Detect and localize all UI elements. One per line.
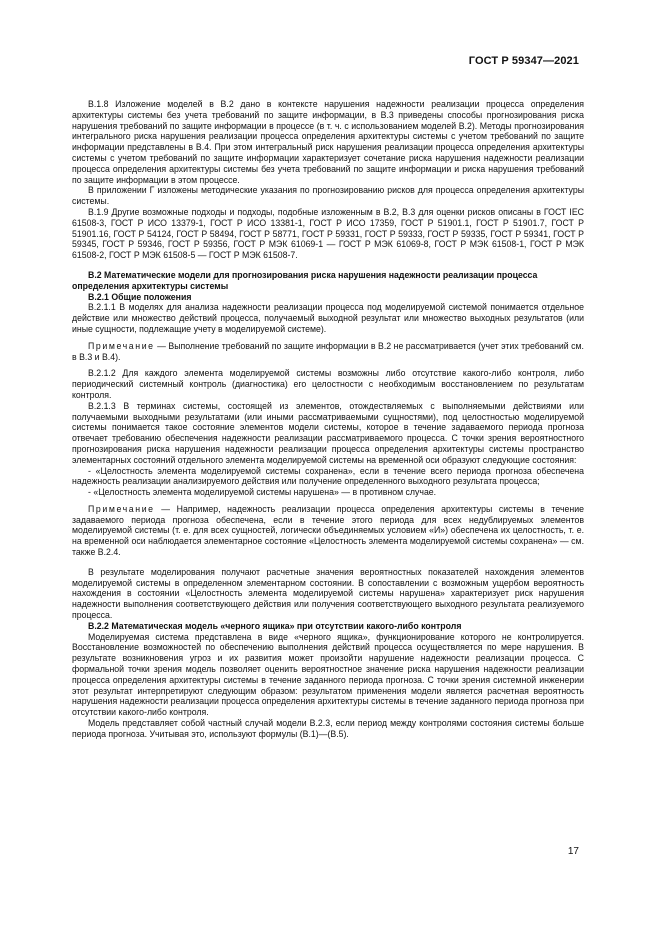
page-number: 17 <box>567 846 579 857</box>
list-item-integrity-violated: - «Целостность элемента моделируемой системы нарушена» — в противном случае. <box>88 487 437 498</box>
paragraph-b18: В.1.8 Изложение моделей в В.2 дано в контексте нарушения надежности реализации процесса определения архитектуры системы без учета требований по защите информации, в В.3 приведены способы прогнозирования риска нарушения требований по защите информации в процессе (в т. ч. с использованием моделей В.2). Методы прогнозирования интегрального риска нарушения реализации процесса определения архитектуры системы с учетом требований по защите информации представлены в В.4. При этом интегральный риск нарушения реализации процесса определения архитектуры системы с учетом требований по защите информации характеризует сочетание риска нарушения надежности реализации процесса определения архитектуры системы без учета требований по защите информации и риска нарушения требований по защите информации в этом процессе. <box>72 99 584 185</box>
subsection-heading-b21: В.2.1 Общие положения <box>88 291 192 302</box>
paragraph-black-box: Моделируемая система представлена в виде «черного ящика», функционирование которого не контролируется. Восстановление возможностей по обеспечению выполнения действий процесса осуществляется по мере нарушения. В результате возникновения угроз и их развития может произойти нарушение надежности реализации процесса. С формальной точки зрения модель позволяет оценить вероятностное значение риска нарушения надежности реализации процесса определения архитектуры системы в течение заданного периода прогноза. С точки зрения системной инженерии этот результат интерпретируют следующим образом: результатом применения модели является расчетная вероятность нарушения надежности реализации процесса определения архитектуры системы в течение заданного периода прогноза при отсутствии какого-либо контроля. <box>72 631 584 718</box>
document-body <box>72 99 584 740</box>
section-heading-b2: В.2 Математические модели для прогнозирования риска нарушения надежности реализации процесса определения архитектуры системы <box>72 269 538 291</box>
note-1-text: — Выполнение требований по защите информации в В.2 не рассматривается (учет этих требований см. в В.3 и В.4). <box>72 340 584 362</box>
note-2 <box>72 504 584 558</box>
paragraph-model-special-case: Модель представляет собой частный случай модели В.2.3, если период между контролями состояния системы больше периода прогноза. Учитывая это, используют формулы (В.1)—(В.5). <box>72 718 584 739</box>
list-item-integrity-preserved: - «Целостность элемента моделируемой системы сохранена», если в течение всего периода прогноза обеспечена надежность реализации анализируемого действия или получение определенного выходного результата процесса; <box>72 465 584 487</box>
note-1 <box>72 341 584 363</box>
subsection-heading-b22: В.2.2 Математическая модель «черного ящика» при отсутствии какого-либо контроля <box>88 620 462 631</box>
paragraph-modeling-result: В результате моделирования получают расчетные значения вероятностных показателей нахождения элементов моделируемой системы в определенном элементарном состоянии. В сопоставлении с возможным ущербом вероятность нахождения в состоянии «Целостность элемента моделируемой системы нарушена» характеризует риск нарушения надежности выполнения соответствующего действия или получения соответствующего выходного результата реализуемого процесса. <box>72 566 584 621</box>
paragraph-appendix-g: В приложении Г изложены методические указания по прогнозированию рисков для процесса определения архитектуры системы. <box>72 185 584 207</box>
note-2-text: — Например, надежность реализации процесса определения архитектуры системы в течение задаваемого периода прогноза обеспечена, если в течение этого периода для всех недублируемых элементов моделируемой системы (т. е. для всех сущностей, логически объединяемых условием «И») обеспечена их целостность, т. е. на временной оси наблюдается элементарное состояние «Целостность элемента моделируемой системы сохранена» — см. также В.2.4. <box>72 503 584 558</box>
paragraph-b213: В.2.1.3 В терминах системы, состоящей из элементов, отождествляемых с выполняемыми действиями или получаемыми выходными результатами (или иными рассматриваемыми сущностями), под целостностью моделируемой системы понимается такое состояние элементов модели системы, которое в течение задаваемого периода прогноза отвечает требованию обеспечения надежности реализации рассматриваемого процесса. С точки зрения вероятностного прогнозирования риска нарушения надежности реализации процесса определения архитектуры системы пространство элементарных состояний отдельного элемента моделируемой системы на временной оси образуют следующие состояния: <box>72 400 584 465</box>
paragraph-b211: В.2.1.1 В моделях для анализа надежности реализации процесса под моделируемой системой понимается отдельное действие или множество действий процесса, получаемый выходной результат или множество выходных результатов (или иные сущности, подлежащие учету в моделируемой системе). <box>72 302 584 334</box>
paragraph-b212: В.2.1.2 Для каждого элемента моделируемой системы возможны либо отсутствие какого-либо контроля, либо периодический системный контроль (диагностика) его целостности с необходимым восстановлением по результатам контроля. <box>72 368 584 400</box>
document-code-header: ГОСТ Р 59347—2021 <box>468 55 579 67</box>
paragraph-b19: В.1.9 Другие возможные подходы и подходы, подобные изложенным в В.2, В.3 для оценки рисков описаны в ГОСТ IEC 61508-3, ГОСТ Р ИСО 13379-1, ГОСТ Р ИСО 13381-1, ГОСТ Р ИСО 17359, ГОСТ Р 51901.1, ГОСТ Р 51901.7, ГОСТ Р 51901.16, ГОСТ Р 54124, ГОСТ Р 58494, ГОСТ Р 58771, ГОСТ Р 59331, ГОСТ Р 59333, ГОСТ Р 59335, ГОСТ Р 59341, ГОСТ Р 59345, ГОСТ Р 59346, ГОСТ Р 59356, ГОСТ Р МЭК 61069-1 — ГОСТ Р МЭК 61069-8, ГОСТ Р МЭК 61508-1, ГОСТ Р МЭК 61508-2, ГОСТ Р МЭК 61508-5 — ГОСТ Р МЭК 61508-7. <box>72 206 584 261</box>
note-1-label: Примечание <box>88 340 155 351</box>
note-2-label: Примечание <box>88 503 155 514</box>
